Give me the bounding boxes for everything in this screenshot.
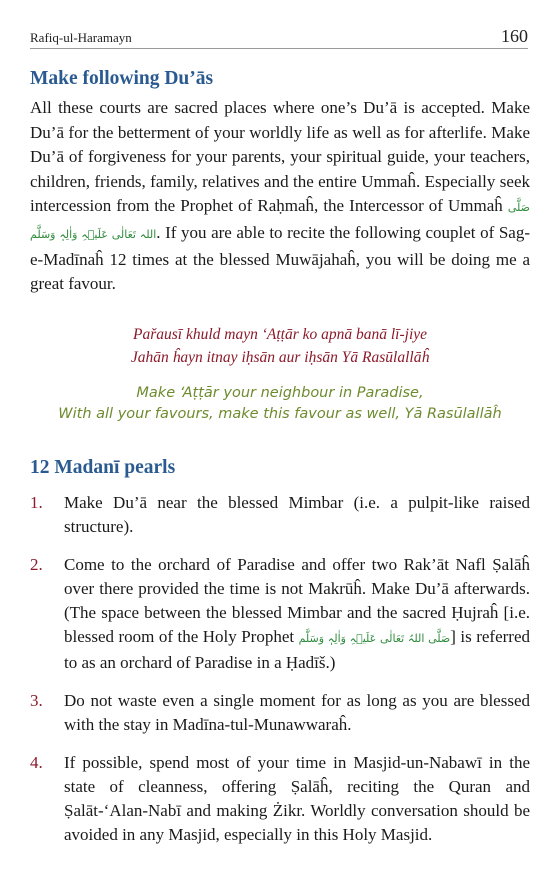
list-item — [30, 751, 530, 847]
list-item-number: 2. — [30, 554, 43, 574]
duas-paragraph-text: All these courts are sacred places where one’s Du’ā is accepted. Make Du’ā for the betterment of your worldly life as well as for afterlife. Make Du’ā of forgiveness for your parents, your spiritual guide, your teachers, children, friends, family, relatives and the entire Ummaĥ. Especially seek intercession from the Prophet of Raḥmaĥ, the Intercessor of Ummaĥ — [30, 98, 530, 216]
list-item — [30, 553, 530, 675]
couplet-translation — [30, 383, 530, 425]
list-item-number: 3. — [30, 690, 43, 710]
couplet-line-1: Pařausī khuld mayn ‘Aṭṭār ko apnā banā lī-jiye — [132, 325, 428, 343]
list-item-text: Do not waste even a single moment for as long as you are blessed with the stay in Madīna-tul-Munawwaraĥ. — [64, 690, 530, 734]
list-item-text-cont: ] is referred to as an orchard of Paradise in a Ḥadīš.) — [64, 626, 531, 672]
page-content — [30, 66, 530, 861]
duas-paragraph — [30, 96, 530, 297]
running-title: Rafiq-ul-Haramayn — [30, 30, 132, 45]
page-header — [30, 26, 528, 49]
duas-paragraph-text-cont: . If you are able to recite the following couplet of Sag-e-Madīnaĥ 12 times at the blessed Muwājahaĥ, you will be doing me a great favour. — [30, 222, 531, 294]
couplet-translation-line-2: With all your favours, make this favour as well, Yā Rasūlallāĥ — [58, 405, 502, 422]
page-number: 160 — [501, 26, 528, 46]
couplet-line-2: Jahān ĥayn itnay iḥsān aur iḥsān Yā Rasūlallāĥ — [130, 348, 430, 366]
pearls-list — [30, 491, 530, 847]
list-item-number: 4. — [30, 752, 43, 772]
section-heading-pearls: 12 Madanī pearls — [30, 456, 176, 478]
list-item-text: Make Du’ā near the blessed Mimbar (i.e. a pulpit-like raised structure). — [64, 492, 530, 536]
couplet-translation-line-1: Make ‘Aṭṭār your neighbour in Paradise, — [136, 384, 424, 401]
list-item — [30, 491, 530, 539]
list-item-number: 1. — [30, 492, 43, 512]
list-item — [30, 689, 530, 737]
arabic-salutation: صَلَّى اللہُ تَعَالٰی عَلَیۡہِ وَاٰلِہٖ وَسَلَّم — [298, 631, 451, 645]
section-heading-duas: Make following Du’ās — [30, 68, 214, 89]
arabic-salutation: صَلَّى اللہ تَعَالٰی عَلَیۡہِ وَاٰلِہٖ وَسَلَّم — [30, 201, 530, 241]
list-item-text: If possible, spend most of your time in Masjid-un-Nabawī in the state of cleanness, offering Ṣalāĥ, reciting the Quran and Ṣalāt-‘Alan-Nabī and making Żikr. Worldly conversation should be avoided in any Masjid, especially in this Holy Masjid. — [64, 752, 530, 844]
couplet — [30, 323, 530, 425]
list-item-text: Come to the orchard of Paradise and offer two Rak’āt Nafl Ṣalāĥ over there provided the time is not Makrūĥ. Make Du’ā afterwards. (The space between the blessed Mimbar and the sacred Ḥujraĥ [i.e. blessed room of the Holy Prophet — [64, 554, 530, 646]
